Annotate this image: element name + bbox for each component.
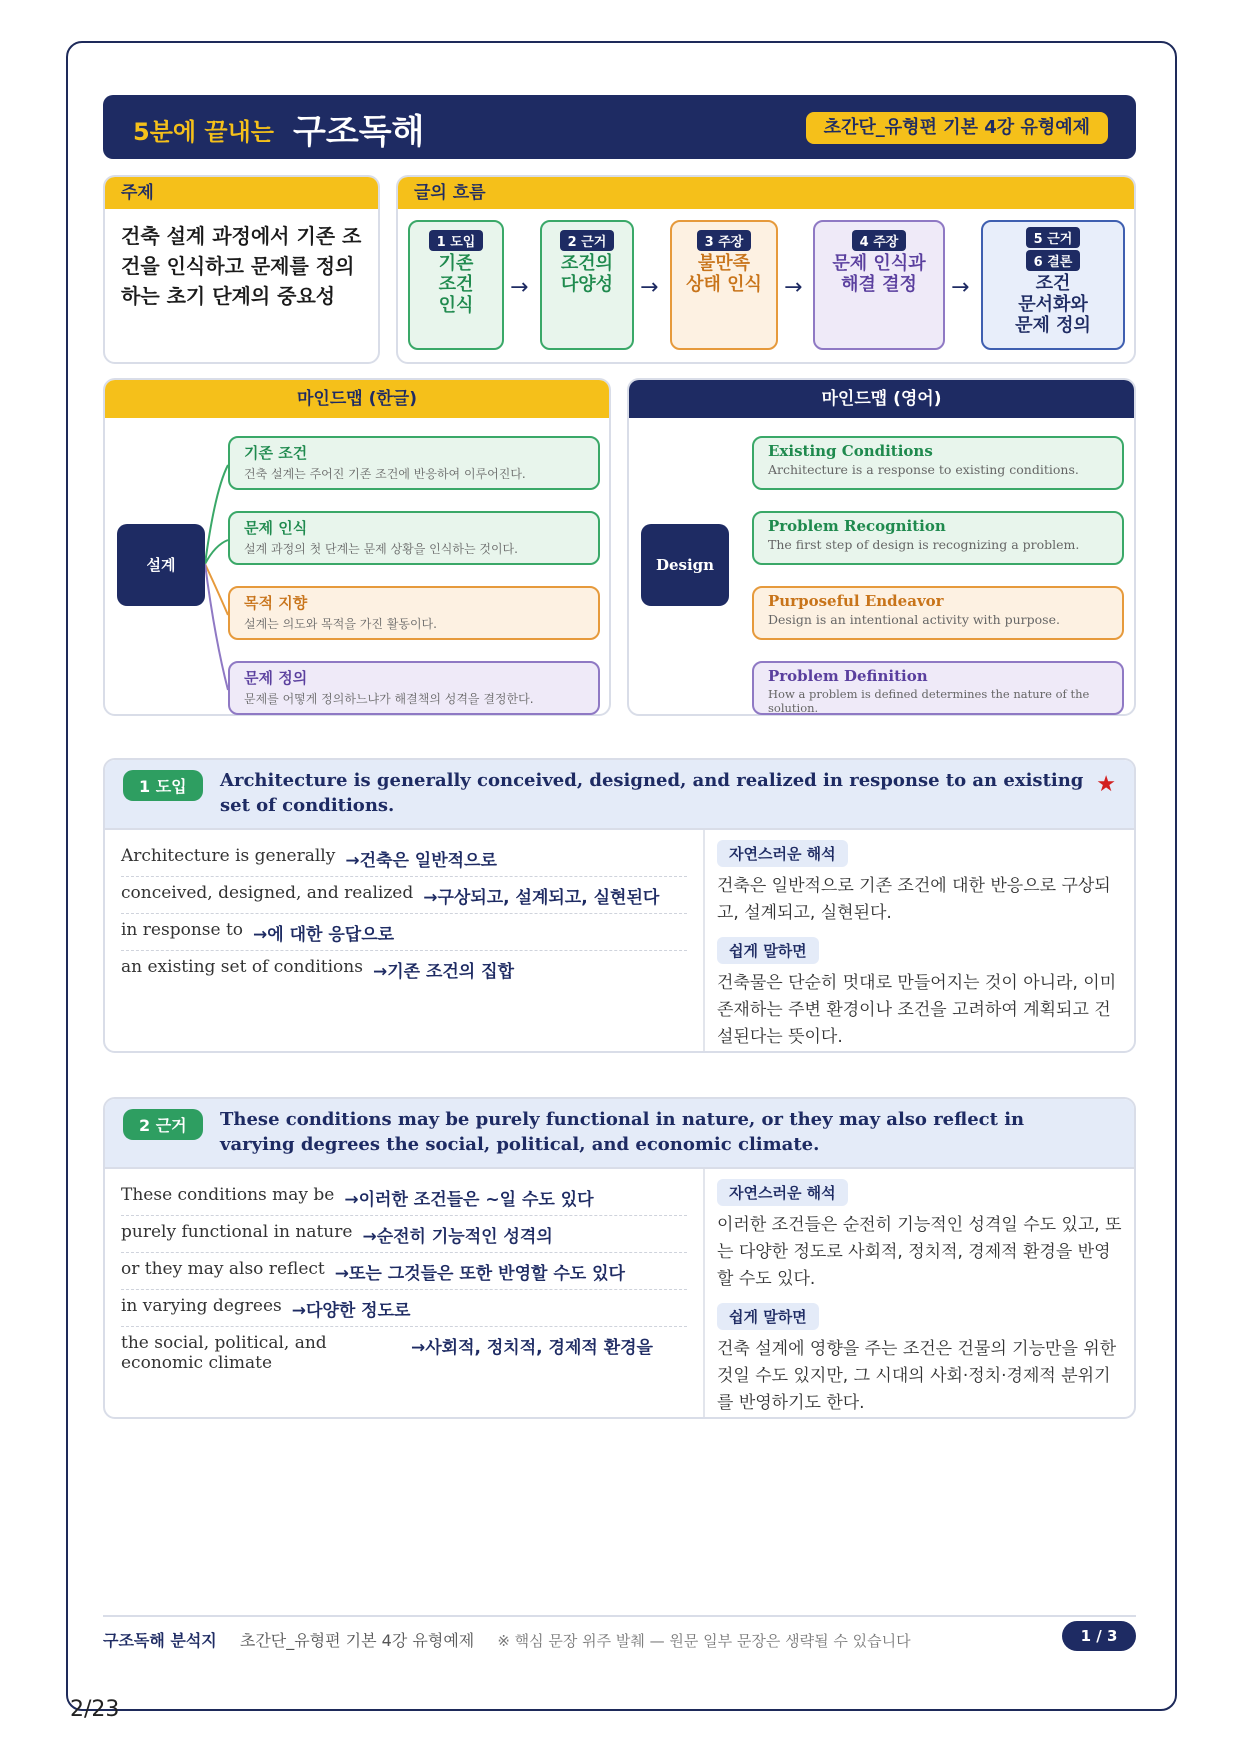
chunk-korean: →건축은 일반적으로 [345, 851, 497, 871]
footer-note: ※ 핵심 문장 위주 발췌 — 원문 일부 문장은 생략될 수 있습니다 [497, 1632, 911, 1650]
section-header [105, 760, 1134, 830]
chunk-english: the social, political, and economic climate [121, 1333, 327, 1373]
mindmap-node-title: 목적 지향 [244, 594, 308, 612]
chunk-list [105, 1169, 703, 1378]
footer-title: 구조독해 분석지 [103, 1631, 217, 1650]
easy-explanation-label: 쉽게 말하면 [717, 1303, 819, 1330]
flow-step-badge: 3 주장 [697, 230, 752, 251]
chunk-english: or they may also reflect [121, 1259, 325, 1279]
section-badge: 2 근거 [123, 1109, 203, 1140]
easy-explanation-label: 쉽게 말하면 [717, 937, 819, 964]
chunk-row [121, 1327, 687, 1378]
mindmap-node-title: 문제 정의 [244, 669, 308, 687]
star-icon: ★ [1096, 772, 1116, 797]
mindmap-node [752, 436, 1124, 490]
sentence-section-1 [103, 758, 1136, 1053]
mindmap-node-desc: 문제를 어떻게 정의하느냐가 해결책의 성격을 결정한다. [244, 692, 534, 706]
header-title: 구조독해 [293, 112, 425, 152]
chunk-english: in varying degrees [121, 1296, 282, 1316]
chunk-english: These conditions may be [121, 1185, 335, 1205]
flow-step-badge: 5 근거 [1026, 227, 1081, 248]
chunk-english: conceived, designed, and realized [121, 883, 414, 903]
mindmap-node-desc: How a problem is defined determines the nature of the solution. [768, 687, 1090, 715]
chunk-korean: →에 대한 응답으로 [253, 925, 395, 945]
chunk-korean: →기존 조건의 집합 [372, 962, 514, 982]
mindmap-node-desc: 건축 설계는 주어진 기존 조건에 반응하여 이루어진다. [244, 467, 526, 481]
mindmap-node [752, 586, 1124, 640]
interpretation-panel [717, 1169, 1122, 1419]
topic-text: 건축 설계 과정에서 기존 조건을 인식하고 문제를 정의하는 초기 단계의 중요성 [121, 224, 362, 308]
easy-explanation: 건축 설계에 영향을 주는 조건은 건물의 기능만을 위한 것일 수도 있지만, 그 시대의 사회·정치·경제적 분위기를 반영하기도 한다. [717, 1339, 1117, 1413]
section-divider [703, 1169, 705, 1419]
footer [103, 1628, 911, 1651]
mindmap-node-title: Problem Definition [768, 667, 928, 685]
section-badge: 1 도입 [123, 770, 203, 801]
flow-step-text: 조건 문서화와 문제 정의 [1015, 273, 1091, 336]
natural-translation: 건축은 일반적으로 기존 조건에 대한 반응으로 구상되고, 설계되고, 실현된다. [717, 876, 1111, 923]
chunk-row [121, 840, 687, 877]
flow-arrow: → [951, 275, 970, 300]
natural-translation: 이러한 조건들은 순전히 기능적인 성격일 수도 있고, 또는 다양한 정도로 사회적, 정치적, 경제적 환경을 반영할 수도 있다. [717, 1215, 1122, 1289]
flow-heading: 글의 흐름 [398, 177, 1134, 209]
footer-page-indicator: 1 / 3 [1062, 1621, 1136, 1651]
chunk-korean: →구상되고, 설계되고, 실현된다 [423, 888, 660, 908]
mindmap-english-heading: 마인드맵 (영어) [629, 380, 1134, 418]
mindmap-node-desc: 설계는 의도와 목적을 가진 활동이다. [244, 617, 437, 631]
flow-step-text: 기존 조건 인식 [438, 253, 474, 316]
mindmap-node-title: Problem Recognition [768, 517, 946, 535]
interpretation-panel [717, 830, 1122, 1053]
flow-step-text: 조건의 다양성 [560, 253, 614, 295]
chunk-korean: →다양한 정도로 [291, 1301, 411, 1321]
flow-arrow: → [510, 275, 529, 300]
flow-step-badge: 4 주장 [852, 230, 907, 251]
flow-arrow: → [784, 275, 803, 300]
mindmap-node-title: 기존 조건 [244, 444, 308, 462]
chunk-row [121, 1179, 687, 1216]
chunk-row [121, 1253, 687, 1290]
mindmap-node-title: Purposeful Endeavor [768, 592, 944, 610]
flow-step-badge: 1 도입 [429, 230, 484, 251]
section-sentence: Architecture is generally conceived, designed, and realized in response to an existing set of conditions. [220, 770, 1084, 816]
page-number: 2/23 [70, 1697, 120, 1722]
section-divider [703, 830, 705, 1053]
chunk-row [121, 914, 687, 951]
flow-step-text: 불만족 상태 인식 [686, 253, 762, 295]
chunk-korean: →순전히 기능적인 성격의 [362, 1227, 553, 1247]
mindmap-node [228, 436, 600, 490]
mindmap-node [752, 661, 1124, 715]
chunk-row [121, 877, 687, 914]
natural-translation-label: 자연스러운 해석 [717, 840, 848, 867]
section-sentence: These conditions may be purely functional in nature, or they may also reflect in varying degrees the social, political, and economic climate. [220, 1109, 1025, 1155]
mindmap-node-desc: 설계 과정의 첫 단계는 문제 상황을 인식하는 것이다. [244, 542, 518, 556]
footer-divider [103, 1615, 1136, 1617]
chunk-row [121, 1216, 687, 1253]
chunk-list [105, 830, 703, 987]
chunk-korean: →이러한 조건들은 ~일 수도 있다 [344, 1190, 594, 1210]
mindmap-center-node: Design [641, 524, 729, 606]
section-header [105, 1099, 1134, 1169]
chunk-english: in response to [121, 920, 244, 940]
easy-explanation: 건축물은 단순히 멋대로 만들어지는 것이 아니라, 이미 존재하는 주변 환경이나 조건을 고려하여 계획되고 건설된다는 뜻이다. [717, 973, 1117, 1047]
chunk-korean: →또는 그것들은 또한 반영할 수도 있다 [334, 1264, 625, 1284]
mindmap-node-desc: The first step of design is recognizing a problem. [768, 537, 1080, 552]
flow-step-badge: 2 근거 [560, 230, 615, 251]
mindmap-node-desc: Design is an intentional activity with purpose. [768, 612, 1060, 627]
lesson-tag: 초간단_유형편 기본 4강 유형예제 [806, 112, 1108, 144]
mindmap-node [752, 511, 1124, 565]
natural-translation-label: 자연스러운 해석 [717, 1179, 848, 1206]
flow-step-badge: 6 결론 [1026, 250, 1081, 271]
chunk-row [121, 951, 687, 987]
chunk-english: purely functional in nature [121, 1222, 353, 1242]
mindmap-node-title: 문제 인식 [244, 519, 308, 537]
chunk-korean: →사회적, 정치적, 경제적 환경을 [411, 1338, 653, 1358]
sentence-section-2 [103, 1097, 1136, 1419]
topic-heading: 주제 [105, 177, 378, 209]
flow-step-text: 문제 인식과 해결 결정 [832, 253, 926, 295]
mindmap-node [228, 586, 600, 640]
mindmap-node [228, 511, 600, 565]
mindmap-node-title: Existing Conditions [768, 442, 933, 460]
mindmap-node [228, 661, 600, 715]
chunk-row [121, 1290, 687, 1327]
header-subtitle: 5분에 끝내는 [133, 118, 274, 146]
footer-subtitle: 초간단_유형편 기본 4강 유형예제 [239, 1631, 475, 1650]
mindmap-node-desc: Architecture is a response to existing conditions. [768, 462, 1079, 477]
flow-arrow: → [640, 275, 659, 300]
mindmap-korean-heading: 마인드맵 (한글) [105, 380, 609, 418]
mindmap-center-node: 설계 [117, 524, 205, 606]
chunk-english: an existing set of conditions [121, 957, 363, 977]
chunk-english: Architecture is generally [121, 846, 336, 866]
